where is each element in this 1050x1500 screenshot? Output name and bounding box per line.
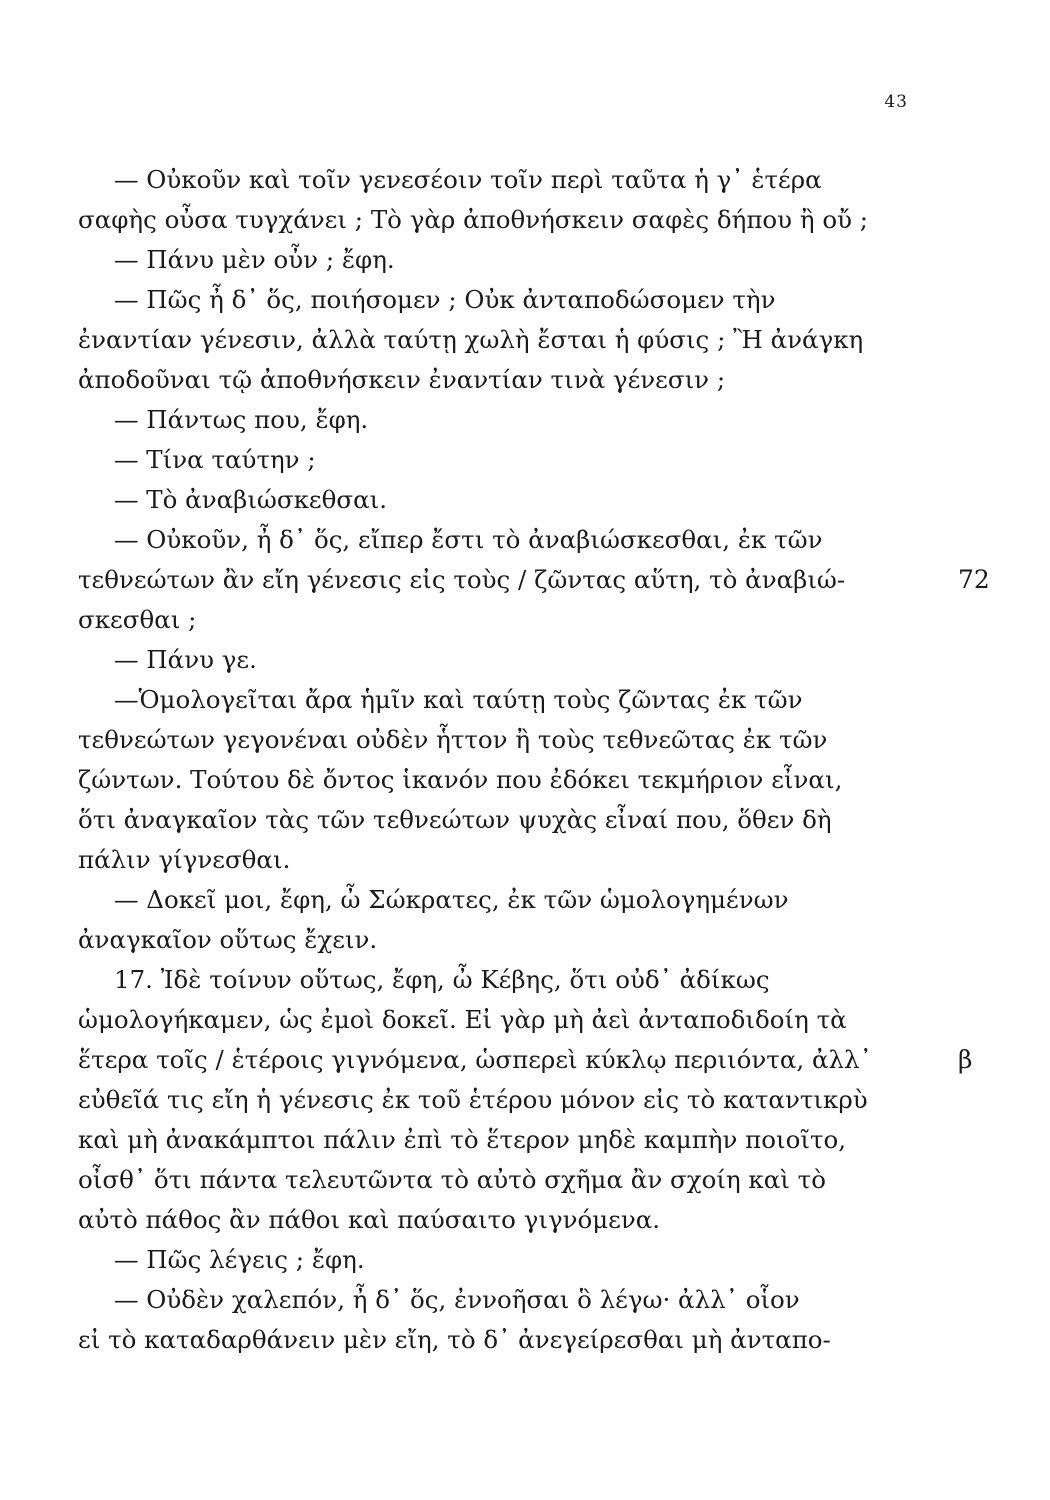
text-line — [78, 960, 926, 1000]
greek-text-block — [78, 160, 990, 1360]
text-line — [78, 840, 926, 880]
text-line — [78, 280, 926, 320]
text-line-content: οἶσθ᾽ ὅτι πάντα τελευτῶντα τὸ αὐτὸ σχῆμα ἂν σχοίη καὶ τὸ — [78, 1165, 826, 1194]
text-line-content: — Τὸ ἀναβιώσκεθσαι. — [114, 485, 388, 514]
text-line-content: τεθνεώτων ἂν εἴη γένεσις εἰς τοὺς / ζῶντας αὕτη, τὸ ἀναβιώ- — [78, 565, 846, 594]
text-line-content: πάλιν γίγνεσθαι. — [78, 845, 291, 874]
text-line-content: 17. Ἰδὲ τοίνυν οὕτως, ἔφη, ὦ Κέβης, ὅτι οὐδ᾽ ἀδίκως — [114, 965, 770, 994]
text-line-content: ἕτερα τοῖς / ἑτέροις γιγνόμενα, ὡσπερεὶ κύκλῳ περιιόντα, ἀλλ᾽ — [78, 1045, 872, 1074]
text-line-content: — Πῶς ἦ δ᾽ ὅς, ποιήσομεν ; Οὐκ ἀνταποδώσομεν τὴν — [114, 285, 776, 314]
text-line — [78, 400, 926, 440]
text-line-content: εἰ τὸ καταδαρθάνειν μὲν εἴη, τὸ δ᾽ ἀνεγείρεσθαι μὴ ἀνταπο- — [78, 1325, 831, 1354]
page-number: 43 — [884, 92, 908, 112]
text-line — [78, 160, 926, 200]
text-line — [78, 520, 926, 560]
text-line — [78, 1280, 926, 1320]
text-line-content: — Πῶς λέγεις ; ἔφη. — [114, 1245, 365, 1274]
text-line-content: σαφὴς οὖσα τυγχάνει ; Τὸ γὰρ ἀποθνήσκειν σαφὲς δήπου ἢ οὔ ; — [78, 205, 869, 234]
text-line — [78, 480, 926, 520]
margin-reference: 72 — [958, 565, 990, 594]
text-line — [78, 560, 990, 600]
text-line — [78, 760, 926, 800]
text-line — [78, 1320, 926, 1360]
text-line — [78, 1000, 926, 1040]
text-line-content: καὶ μὴ ἀνακάμπτοι πάλιν ἐπὶ τὸ ἕτερον μηδὲ καμπὴν ποιοῖτο, — [78, 1125, 847, 1154]
text-line-content: ἀποδοῦναι τῷ ἀποθνήσκειν ἐναντίαν τινὰ γένεσιν ; — [78, 365, 726, 394]
text-line-content: ἐναντίαν γένεσιν, ἀλλὰ ταύτῃ χωλὴ ἔσται ἡ φύσις ; Ἢ ἀνάγκη — [78, 325, 864, 354]
text-line-content: — Πάντως που, ἔφη. — [114, 405, 369, 434]
text-line-content: αὐτὸ πάθος ἂν πάθοι καὶ παύσαιτο γιγνόμενα. — [78, 1205, 661, 1234]
text-line-content: — Τίνα ταύτην ; — [114, 445, 316, 474]
text-line — [78, 200, 926, 240]
text-line-content: — Οὐκοῦν, ἦ δ᾽ ὅς, εἴπερ ἔστι τὸ ἀναβιώσκεσθαι, ἐκ τῶν — [114, 525, 823, 554]
text-line — [78, 1080, 926, 1120]
text-line-content: — Δοκεῖ μοι, ἔφη, ὦ Σώκρατες, ἐκ τῶν ὡμολογημένων — [114, 885, 789, 914]
text-line-content: τεθνεώτων γεγονέναι οὐδὲν ἧττον ἢ τοὺς τεθνεῶτας ἐκ τῶν — [78, 725, 828, 754]
text-line-content: — Οὐκοῦν καὶ τοῖν γενεσέοιν τοῖν περὶ ταῦτα ἡ γ᾽ ἑτέρα — [114, 165, 822, 194]
text-line — [78, 720, 926, 760]
text-line — [78, 440, 926, 480]
text-line — [78, 320, 926, 360]
text-line-content: — Πάνυ γε. — [114, 645, 257, 674]
text-line — [78, 1160, 926, 1200]
text-line — [78, 1040, 973, 1080]
margin-reference: β — [958, 1045, 973, 1074]
text-line — [78, 880, 926, 920]
text-line-content: εὐθεῖά τις εἴη ἡ γένεσις ἐκ τοῦ ἑτέρου μόνον εἰς τὸ καταντικρὺ — [78, 1085, 868, 1114]
text-line — [78, 360, 926, 400]
text-line — [78, 640, 926, 680]
text-line-content: — Οὐδὲν χαλεπόν, ἦ δ᾽ ὅς, ἐννοῆσαι ὃ λέγω· ἀλλ᾽ οἷον — [114, 1285, 800, 1314]
text-line — [78, 1200, 926, 1240]
text-line-content: — Πάνυ μὲν οὖν ; ἔφη. — [114, 245, 395, 274]
text-line-content: ζώντων. Τούτου δὲ ὄντος ἱκανόν που ἐδόκει τεκμήριον εἶναι, — [78, 765, 843, 794]
text-line — [78, 1240, 926, 1280]
text-line — [78, 240, 926, 280]
text-line — [78, 800, 926, 840]
text-line — [78, 680, 926, 720]
text-line-content: σκεσθαι ; — [78, 605, 197, 634]
text-line — [78, 920, 926, 960]
text-line-content: ἀναγκαῖον οὕτως ἔχειν. — [78, 925, 378, 954]
text-line — [78, 1120, 926, 1160]
text-line-content: ὡμολογήκαμεν, ὡς ἐμοὶ δοκεῖ. Εἰ γὰρ μὴ ἀεὶ ἀνταποδιδοίη τὰ — [78, 1005, 847, 1034]
text-line-content: —Ὁμολογεῖται ἄρα ἡμῖν καὶ ταύτῃ τοὺς ζῶντας ἐκ τῶν — [114, 685, 803, 714]
text-line — [78, 600, 926, 640]
text-line-content: ὅτι ἀναγκαῖον τὰς τῶν τεθνεώτων ψυχὰς εἶναί που, ὅθεν δὴ — [78, 805, 832, 834]
